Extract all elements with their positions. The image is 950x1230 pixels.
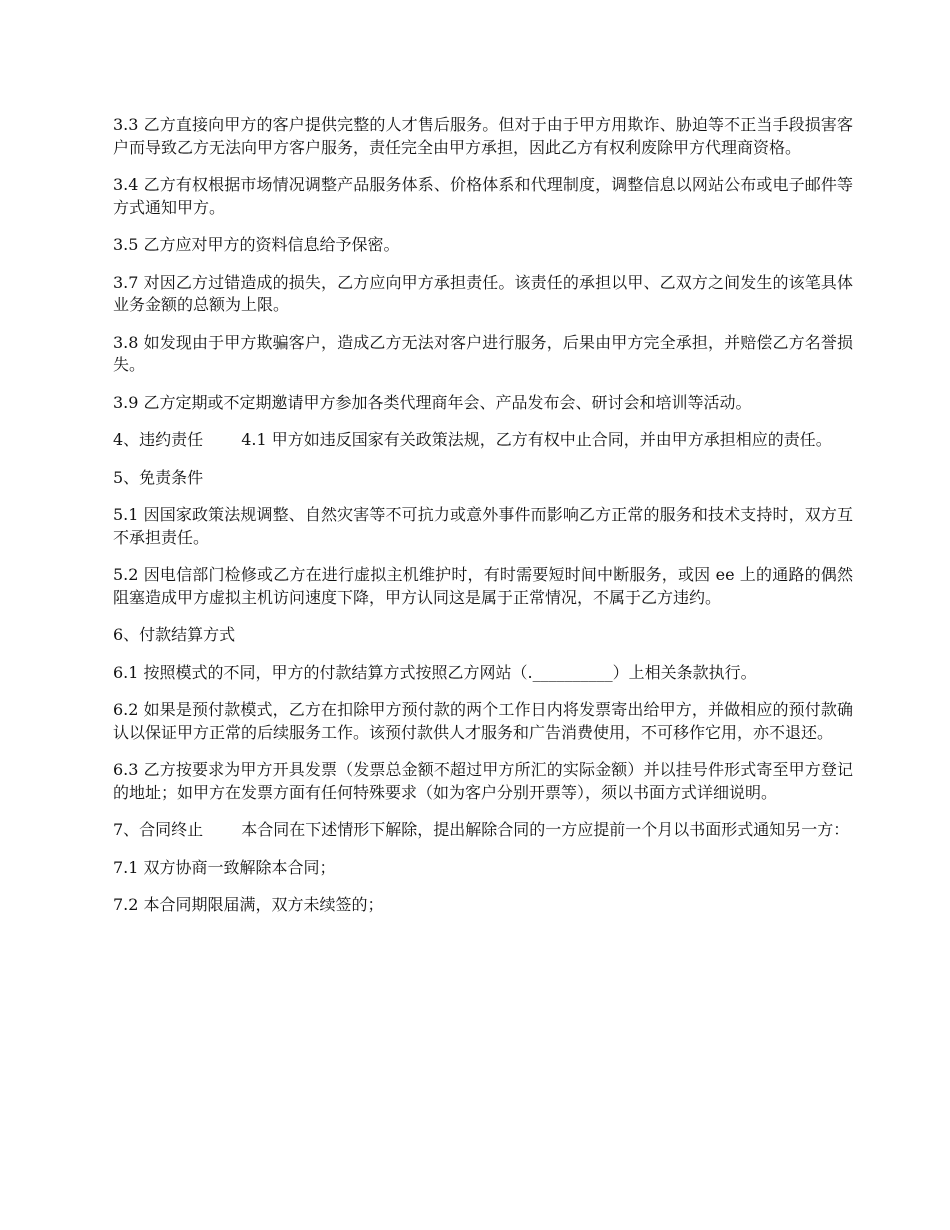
- clause-4-1: 4.1 甲方如违反国家有关政策法规，乙方有权中止合同，并由甲方承担相应的责任。: [241, 430, 832, 449]
- section-6-heading: 6、付款结算方式: [113, 625, 236, 644]
- clause-3-4: 3.4 乙方有权根据市场情况调整产品服务体系、价格体系和代理制度，调整信息以网站公布或电子邮件等方式通知甲方。: [113, 175, 853, 217]
- clause-5-2: 5.2 因电信部门检修或乙方在进行虚拟主机维护时，有时需要短时间中断服务，或因 ee 上的通路的偶然阻塞造成甲方虚拟主机访问速度下降，甲方认同这是属于正常情况，不属于乙方违约。: [113, 565, 853, 607]
- clause-5-1: 5.1 因国家政策法规调整、自然灾害等不可抗力或意外事件而影响乙方正常的服务和技术支持时，双方互不承担责任。: [113, 505, 853, 547]
- clause-6-1: 6.1 按照模式的不同，甲方的付款结算方式按照乙方网站（.__________）上相关条款执行。: [113, 662, 757, 682]
- clause-6-3: 6.3 乙方按要求为甲方开具发票（发票总金额不超过甲方所汇的实际金额）并以挂号件形式寄至甲方登记的地址；如甲方在发票方面有任何特殊要求（如为客户分别开票等），须以书面方式详细说明。: [113, 760, 853, 802]
- clause-7-1: 7.1 双方协商一致解除本合同；: [113, 857, 336, 877]
- clause-6-2: 6.2 如果是预付款模式，乙方在扣除甲方预付款的两个工作日内将发票寄出给甲方，并做相应的预付款确认以保证甲方正常的后续服务工作。该预付款供人才服务和广告消费使用，不可移作它用，亦不退还。: [113, 700, 853, 742]
- section-7-intro: 本合同在下述情形下解除，提出解除合同的一方应提前一个月以书面形式通知另一方：: [241, 820, 850, 839]
- clause-3-9: 3.9 乙方定期或不定期邀请甲方参加各类代理商年会、产品发布会、研讨会和培训等活动。: [113, 392, 752, 412]
- clause-7-2: 7.2 本合同期限届满，双方未续签的；: [113, 895, 384, 914]
- section-7-contract-termination: [113, 819, 853, 842]
- clause-3-5: 3.5 乙方应对甲方的资料信息给予保密。: [113, 235, 400, 254]
- clause-3-3: 3.3 乙方直接向甲方的客户提供完整的人才售后服务。但对于由于甲方用欺诈、胁迫等不正当手段损害客户而导致乙方无法向甲方客户服务，责任完全由甲方承担，因此乙方有权利废除甲方代理商资格。: [113, 115, 853, 157]
- section-5-heading: 5、免责条件: [113, 467, 204, 487]
- section-4-heading: 4、违约责任: [113, 430, 204, 449]
- section-4-breach-liability: [113, 429, 853, 452]
- clause-3-7: 3.7 对因乙方过错造成的损失，乙方应向甲方承担责任。该责任的承担以甲、乙双方之间发生的该笔具体业务金额的总额为上限。: [113, 272, 853, 314]
- section-7-heading: 7、合同终止: [113, 820, 204, 839]
- clause-3-8: 3.8 如发现由于甲方欺骗客户，造成乙方无法对客户进行服务，后果由甲方完全承担，并赔偿乙方名誉损失。: [113, 332, 853, 374]
- document-body: [113, 114, 853, 932]
